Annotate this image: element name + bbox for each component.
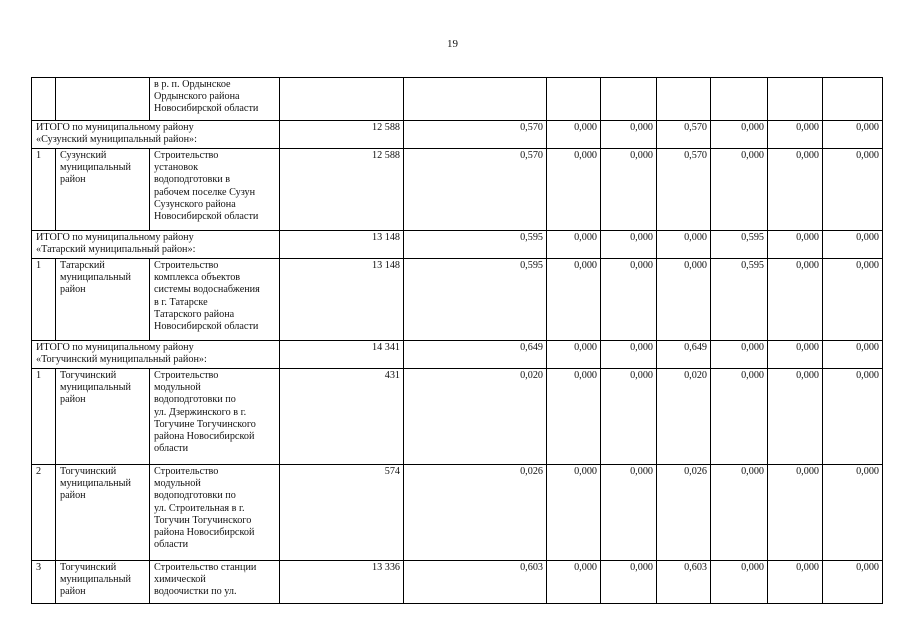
value-cell: 0,570 — [404, 149, 547, 231]
district-name — [56, 78, 150, 121]
value-cell: 0,000 — [601, 259, 657, 341]
value-cell: 0,570 — [404, 121, 547, 149]
district-name: Сузунский муниципальный район — [56, 149, 150, 231]
value-cell: 0,000 — [823, 121, 883, 149]
page-number: 19 — [447, 38, 458, 50]
value-cell: 0,020 — [657, 369, 711, 465]
value-cell: 0,000 — [711, 121, 768, 149]
value-cell — [404, 78, 547, 121]
value-cell: 0,000 — [711, 465, 768, 561]
value-cell: 0,595 — [404, 259, 547, 341]
total-label: ИТОГО по муниципальному району «Тогучинский муниципальный район»: — [32, 341, 280, 369]
value-cell: 0,000 — [768, 259, 823, 341]
value-cell: 0,649 — [404, 341, 547, 369]
object-description: Строительство станции химической водоочистки по ул. — [150, 561, 280, 604]
value-cell: 0,000 — [601, 121, 657, 149]
row-number — [32, 78, 56, 121]
value-cell: 0,000 — [823, 231, 883, 259]
value-cell: 0,000 — [547, 149, 601, 231]
row-number: 1 — [32, 369, 56, 465]
value-cell: 0,000 — [601, 369, 657, 465]
row-number: 1 — [32, 149, 56, 231]
value-cell: 0,000 — [601, 231, 657, 259]
value-cell: 0,000 — [657, 259, 711, 341]
district-name: Тогучинский муниципальный район — [56, 561, 150, 604]
value-cell: 0,649 — [657, 341, 711, 369]
value-cell: 0,020 — [404, 369, 547, 465]
value-cell: 12 588 — [280, 149, 404, 231]
value-cell: 0,000 — [768, 465, 823, 561]
value-cell: 574 — [280, 465, 404, 561]
value-cell: 13 148 — [280, 259, 404, 341]
table-row — [32, 149, 883, 231]
value-cell: 0,570 — [657, 149, 711, 231]
value-cell: 13 336 — [280, 561, 404, 604]
value-cell: 431 — [280, 369, 404, 465]
value-cell: 0,000 — [823, 341, 883, 369]
value-cell: 0,000 — [711, 561, 768, 604]
row-number: 1 — [32, 259, 56, 341]
district-name: Татарский муниципальный район — [56, 259, 150, 341]
value-cell: 0,000 — [547, 369, 601, 465]
total-label: ИТОГО по муниципальному району «Сузунский муниципальный район»: — [32, 121, 280, 149]
table-body — [32, 78, 883, 604]
value-cell: 0,000 — [547, 341, 601, 369]
value-cell: 0,000 — [547, 231, 601, 259]
object-description: в р. п. Ордынское Ордынского района Новосибирской области — [150, 78, 280, 121]
row-number: 2 — [32, 465, 56, 561]
value-cell: 0,026 — [404, 465, 547, 561]
value-cell: 0,000 — [711, 369, 768, 465]
value-cell: 0,000 — [768, 149, 823, 231]
value-cell: 0,595 — [404, 231, 547, 259]
value-cell: 0,595 — [711, 231, 768, 259]
object-description: Строительство модульной водоподготовки по ул. Дзержинского в г. Тогучине Тогучинского района Новосибирской области — [150, 369, 280, 465]
value-cell: 0,000 — [547, 121, 601, 149]
value-cell: 0,000 — [768, 231, 823, 259]
table-row — [32, 561, 883, 604]
value-cell: 0,000 — [823, 149, 883, 231]
object-description: Строительство модульной водоподготовки по ул. Строительная в г. Тогучин Тогучинского района Новосибирской области — [150, 465, 280, 561]
budget-allocation-table — [31, 77, 883, 604]
value-cell: 0,000 — [601, 465, 657, 561]
value-cell: 0,000 — [547, 561, 601, 604]
value-cell — [547, 78, 601, 121]
total-label: ИТОГО по муниципальному району «Татарский муниципальный район»: — [32, 231, 280, 259]
value-cell — [711, 78, 768, 121]
value-cell: 0,000 — [601, 561, 657, 604]
value-cell: 0,000 — [768, 369, 823, 465]
value-cell: 12 588 — [280, 121, 404, 149]
value-cell: 0,000 — [601, 341, 657, 369]
value-cell — [601, 78, 657, 121]
total-row — [32, 341, 883, 369]
object-description: Строительство комплекса объектов системы водоснабжения в г. Татарске Татарского района Новосибирской области — [150, 259, 280, 341]
district-name: Тогучинский муниципальный район — [56, 465, 150, 561]
value-cell: 13 148 — [280, 231, 404, 259]
value-cell: 0,000 — [823, 369, 883, 465]
value-cell: 0,000 — [823, 465, 883, 561]
value-cell: 0,000 — [823, 259, 883, 341]
value-cell: 0,000 — [601, 149, 657, 231]
value-cell — [280, 78, 404, 121]
row-number: 3 — [32, 561, 56, 604]
table-row — [32, 259, 883, 341]
total-row — [32, 121, 883, 149]
value-cell: 14 341 — [280, 341, 404, 369]
value-cell: 0,603 — [657, 561, 711, 604]
value-cell: 0,603 — [404, 561, 547, 604]
value-cell: 0,000 — [547, 465, 601, 561]
value-cell: 0,000 — [768, 341, 823, 369]
total-row — [32, 231, 883, 259]
value-cell: 0,000 — [711, 341, 768, 369]
object-description: Строительство установок водоподготовки в рабочем поселке Сузун Сузунского района Новосибирской области — [150, 149, 280, 231]
district-name: Тогучинский муниципальный район — [56, 369, 150, 465]
value-cell: 0,000 — [657, 231, 711, 259]
value-cell: 0,000 — [823, 561, 883, 604]
value-cell: 0,570 — [657, 121, 711, 149]
value-cell: 0,000 — [768, 561, 823, 604]
value-cell: 0,000 — [547, 259, 601, 341]
table-row — [32, 465, 883, 561]
value-cell — [823, 78, 883, 121]
value-cell: 0,000 — [768, 121, 823, 149]
table-row — [32, 369, 883, 465]
table-row — [32, 78, 883, 121]
value-cell — [768, 78, 823, 121]
value-cell: 0,026 — [657, 465, 711, 561]
value-cell: 0,595 — [711, 259, 768, 341]
value-cell — [657, 78, 711, 121]
value-cell: 0,000 — [711, 149, 768, 231]
